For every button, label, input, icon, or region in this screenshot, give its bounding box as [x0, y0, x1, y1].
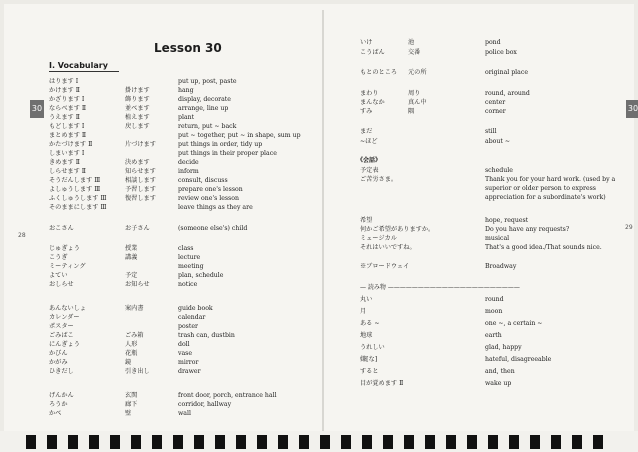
lesson-title: Lesson 30 [154, 41, 222, 55]
vocab-row: よてい 予定 plan, schedule [49, 272, 224, 279]
vocab-row: こうばん 交番 police box [360, 49, 517, 56]
vocab-row: あんないしょ 案内書 guide book [49, 305, 213, 312]
vocab-row: ろうか 廊下 corridor, hallway [49, 401, 232, 408]
conversation-row: 予定表 schedule [360, 167, 513, 174]
lesson-tab-left: 30 [30, 100, 44, 118]
binder-hole [278, 435, 288, 449]
binder-hole [68, 435, 78, 449]
lesson-tab-right: 30 [626, 100, 638, 118]
vocab-row: まだ still [360, 128, 497, 135]
vocab-row: ミーティング meeting [49, 263, 204, 270]
vocab-row: かけます Ⅱ 掛けます hang [49, 87, 194, 94]
vocab-row: かびん 花瓶 vase [49, 350, 193, 357]
binder-hole [47, 435, 57, 449]
vocab-row: うえます Ⅱ 植えます plant [49, 114, 195, 121]
book-spread [4, 4, 638, 432]
binder-hole [173, 435, 183, 449]
binder-hole [530, 435, 540, 449]
binder-hole [26, 435, 36, 449]
binder-hole [404, 435, 414, 449]
binder-hole [236, 435, 246, 449]
conversation-row: ご苦労さま。 Thank you for your hard work. (used by a superior or older person to express appreciation for a subordinate's work) [360, 176, 616, 201]
left-page-number: 28 [18, 232, 26, 239]
reading-row: ある ~ one ~, a certain ~ [360, 320, 543, 327]
vocab-row: そのままにします Ⅲ leave things as they are [49, 204, 253, 211]
binder-hole [320, 435, 330, 449]
binder-hole [194, 435, 204, 449]
binder-hole [572, 435, 582, 449]
conversation-row: 何かご希望がありますか。 Do you have any requests? [360, 226, 570, 233]
binder-hole [509, 435, 519, 449]
reading-row: 月 moon [360, 308, 503, 315]
reading-row: うれしい glad, happy [360, 344, 522, 351]
vocab-row: ~ほど about ~ [360, 138, 510, 145]
vocab-row: かざります Ⅰ 飾ります display, decorate [49, 96, 231, 103]
binder-hole [383, 435, 393, 449]
vocab-row: よしゅうします Ⅲ 予習します prepare one's lesson [49, 186, 243, 193]
binder-hole [446, 435, 456, 449]
binder-hole [131, 435, 141, 449]
binder-hole [299, 435, 309, 449]
vocab-row: げんかん 玄関 front door, porch, entrance hall [49, 392, 277, 399]
vocab-row: はります Ⅰ put up, post, paste [49, 78, 237, 85]
vocab-row: そうだんします Ⅲ 相談します consult, discuss [49, 177, 228, 184]
vocab-row: こうぎ 講義 lecture [49, 254, 201, 261]
reading-row: 嫌[な] hateful, disagreeable [360, 356, 552, 363]
vocab-row: ごみばこ ごみ箱 trash can, dustbin [49, 332, 235, 339]
binder-hole [257, 435, 267, 449]
binder-hole [89, 435, 99, 449]
conversation-row: それはいいですね。 That's a good idea./That sounds nice. [360, 244, 602, 251]
reading-row: 目が覚めます Ⅱ wake up [360, 380, 512, 387]
vocab-row: もどします Ⅰ 戻します return, put ~ back [49, 123, 237, 130]
reading-row: 丸い round [360, 296, 504, 303]
binder-hole [425, 435, 435, 449]
vocab-row: まとめます Ⅱ put ~ together, put ~ in shape, sum up [49, 132, 301, 139]
vocab-row: にんぎょう 人形 doll [49, 341, 190, 348]
vocab-row: ふくしゅうします Ⅲ 復習します review one's lesson [49, 195, 239, 202]
binder-hole [467, 435, 477, 449]
binder-hole [488, 435, 498, 449]
conversation-row: ※ブロードウェイ Broadway [360, 263, 517, 270]
reading-row: 地球 earth [360, 332, 502, 339]
section-underline [49, 71, 119, 72]
conversation-heading: 《会話》 [357, 157, 382, 164]
conversation-row: ミュージカル musical [360, 235, 510, 242]
vocab-row: まわり 周り round, around [360, 90, 530, 97]
vocab-row: じゅぎょう 授業 class [49, 245, 194, 252]
binder-hole [215, 435, 225, 449]
vocab-row: すみ 隅 corner [360, 108, 506, 115]
reading-row: すると and, then [360, 368, 515, 375]
vocab-row: まんなか 真ん中 center [360, 99, 506, 106]
vocab-row: かたづけます Ⅱ 片づけます put things in order, tidy up [49, 141, 263, 148]
binder-hole [362, 435, 372, 449]
reading-heading: — 読み物 —————————————————————— [360, 284, 520, 291]
vocab-row: かがみ 鏡 mirror [49, 359, 199, 366]
vocab-row: おこさん お子さん (someone else's) child [49, 225, 248, 232]
vocab-row: もとのところ 元の所 original place [360, 69, 528, 76]
vocab-row: ひきだし 引き出し drawer [49, 368, 201, 375]
vocab-row: ポスター poster [49, 323, 198, 330]
vocab-row: カレンダー calendar [49, 314, 206, 321]
binder-strip [0, 431, 638, 452]
vocab-row: しまいます Ⅰ put things in their proper place [49, 150, 277, 157]
vocab-row: かべ 壁 wall [49, 410, 191, 417]
vocab-row: いけ 池 pond [360, 39, 501, 46]
binder-hole [110, 435, 120, 449]
binder-hole [593, 435, 603, 449]
binder-hole [551, 435, 561, 449]
vocab-row: おしらせ お知らせ notice [49, 281, 198, 288]
vocab-row: きめます Ⅱ 決めます decide [49, 159, 199, 166]
binder-hole [341, 435, 351, 449]
binder-hole [152, 435, 162, 449]
vocab-row: しらせます Ⅱ 知らせます inform [49, 168, 199, 175]
right-page-number: 29 [625, 224, 633, 231]
conversation-row: 希望 hope, request [360, 217, 529, 224]
section-title: I. Vocabulary [49, 61, 108, 70]
vocab-row: ならべます Ⅱ 並べます arrange, line up [49, 105, 229, 112]
